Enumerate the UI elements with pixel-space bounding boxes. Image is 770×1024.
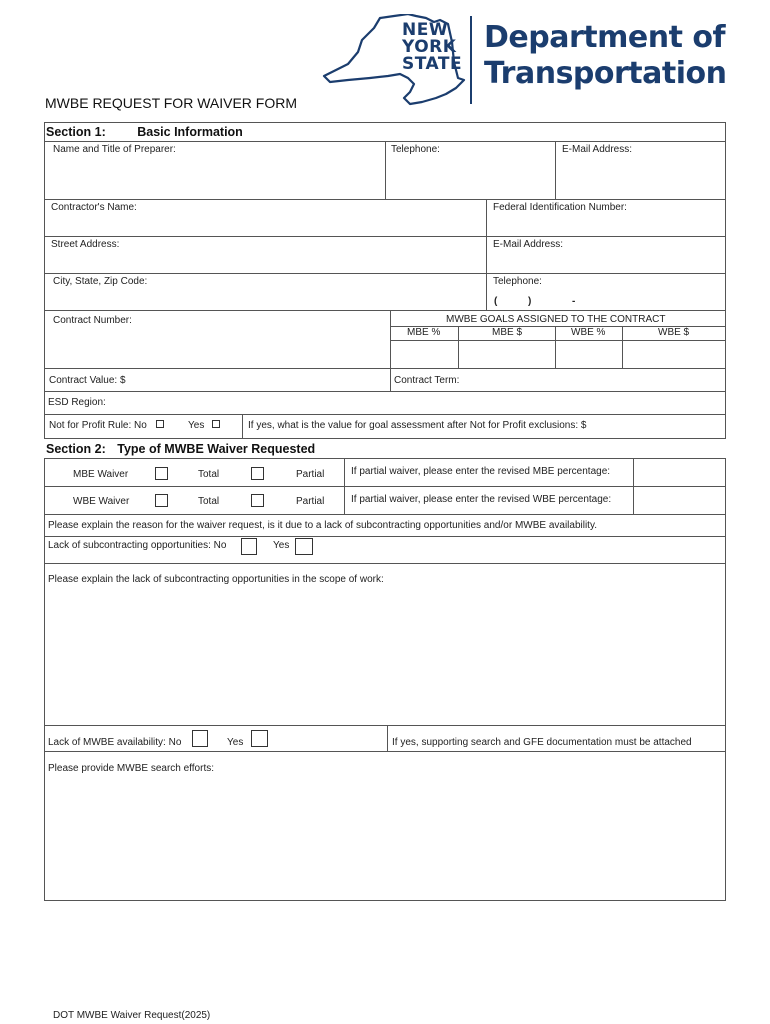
explain-reason-text: Please explain the reason for the waiver request, is it due to a lack of subcontracting opportunities and/or MWBE availability. <box>48 520 597 531</box>
goal-col-mbe-percent: MBE % <box>407 327 441 338</box>
mbe-partial-label: Partial <box>296 469 325 480</box>
wbe-partial-label: Partial <box>296 496 325 507</box>
contractors-name-field[interactable]: Contractor's Name: <box>51 202 137 213</box>
mbe-total-label: Total <box>198 469 220 480</box>
lack-mwbe-availability-label: Lack of MWBE availability: No <box>48 737 182 748</box>
mwbe-availability-no-checkbox[interactable] <box>192 730 208 747</box>
new-york-state-wordmark <box>402 22 462 73</box>
subcontracting-no-checkbox[interactable] <box>241 538 257 555</box>
logo-divider <box>470 16 472 104</box>
search-efforts-label: Please provide MWBE search efforts: <box>48 763 214 774</box>
not-for-profit-label: Not for Profit Rule: No <box>49 420 147 431</box>
section-1-label: Section 1: <box>46 125 106 139</box>
nfp-no-checkbox[interactable] <box>156 420 164 428</box>
contractor-email-field[interactable]: E-Mail Address: <box>493 239 564 250</box>
mbe-revised-percent-input[interactable] <box>634 459 725 486</box>
dept-line-2: Transportation <box>484 56 727 91</box>
wbe-waiver-label: WBE Waiver <box>73 496 130 507</box>
explain-lack-scope-label: Please explain the lack of subcontracting opportunities in the scope of work: <box>48 574 384 585</box>
supporting-docs-note: If yes, supporting search and GFE documentation must be attached <box>392 737 692 748</box>
mbe-percent-input[interactable] <box>391 341 458 368</box>
name-title-preparer-field[interactable]: Name and Title of Preparer: <box>53 144 176 155</box>
nfp-yes-label: Yes <box>188 420 205 431</box>
mbe-total-checkbox[interactable] <box>251 467 264 480</box>
preparer-email-field[interactable]: E-Mail Address: <box>562 144 633 155</box>
section-1-title: Basic Information <box>137 125 243 139</box>
goal-col-wbe-dollar: WBE $ <box>658 327 690 338</box>
phone-format-dash: - <box>572 296 576 307</box>
mbe-waiver-label: MBE Waiver <box>73 469 129 480</box>
esd-region-field[interactable]: ESD Region: <box>48 397 106 408</box>
section-2-label: Section 2: <box>46 442 106 456</box>
phone-format-close: ) <box>528 296 532 307</box>
mwbe-availability-yes-label: Yes <box>227 737 244 748</box>
nysdot-logo <box>318 14 727 106</box>
contract-number-field[interactable]: Contract Number: <box>53 315 132 326</box>
wbe-revised-percent-input[interactable] <box>634 487 725 513</box>
scope-of-work-textarea[interactable] <box>45 588 725 724</box>
mbe-waiver-checkbox[interactable] <box>155 467 168 480</box>
mbe-partial-prompt: If partial waiver, please enter the revised MBE percentage: <box>351 466 611 477</box>
contract-value-field[interactable]: Contract Value: $ <box>49 375 126 386</box>
phone-format-open: ( <box>494 296 498 307</box>
search-efforts-textarea[interactable] <box>45 777 725 900</box>
nfp-yes-checkbox[interactable] <box>212 420 220 428</box>
subcontracting-yes-label: Yes <box>273 540 290 551</box>
goal-col-mbe-dollar: MBE $ <box>492 327 523 338</box>
department-wordmark <box>484 20 726 92</box>
footer-form-id: DOT MWBE Waiver Request(2025) <box>53 1010 211 1021</box>
dept-line-1: Department of <box>484 20 726 55</box>
wbe-waiver-checkbox[interactable] <box>155 494 168 507</box>
wbe-total-label: Total <box>198 496 220 507</box>
preparer-telephone-field[interactable]: Telephone: <box>391 144 440 155</box>
city-state-zip-field[interactable]: City, State, Zip Code: <box>53 276 148 287</box>
form-title: MWBE REQUEST FOR WAIVER FORM <box>45 95 298 111</box>
subcontracting-yes-checkbox[interactable] <box>295 538 313 555</box>
wbe-partial-prompt: If partial waiver, please enter the revised WBE percentage: <box>351 494 612 505</box>
goal-col-wbe-percent: WBE % <box>571 327 606 338</box>
contract-term-field[interactable]: Contract Term: <box>394 375 460 386</box>
wbe-total-checkbox[interactable] <box>251 494 264 507</box>
section-1-header <box>46 125 243 139</box>
nfp-value-question[interactable]: If yes, what is the value for goal assessment after Not for Profit exclusions: $ <box>248 420 587 431</box>
wbe-percent-input[interactable] <box>556 341 622 368</box>
mbe-dollar-input[interactable] <box>459 341 555 368</box>
logo-state: STATE <box>402 54 463 74</box>
section-2-header <box>46 442 315 456</box>
street-address-field[interactable]: Street Address: <box>51 239 120 250</box>
mwbe-goals-header: MWBE GOALS ASSIGNED TO THE CONTRACT <box>446 314 666 325</box>
logo-new: NEW <box>402 20 449 40</box>
section-2-title: Type of MWBE Waiver Requested <box>117 442 316 456</box>
mwbe-availability-yes-checkbox[interactable] <box>251 730 268 747</box>
federal-id-field[interactable]: Federal Identification Number: <box>493 202 627 213</box>
contractor-telephone-field[interactable]: Telephone: <box>493 276 542 287</box>
lack-subcontracting-label: Lack of subcontracting opportunities: No <box>48 540 227 551</box>
logo-york: YORK <box>402 37 457 57</box>
wbe-dollar-input[interactable] <box>623 341 725 368</box>
